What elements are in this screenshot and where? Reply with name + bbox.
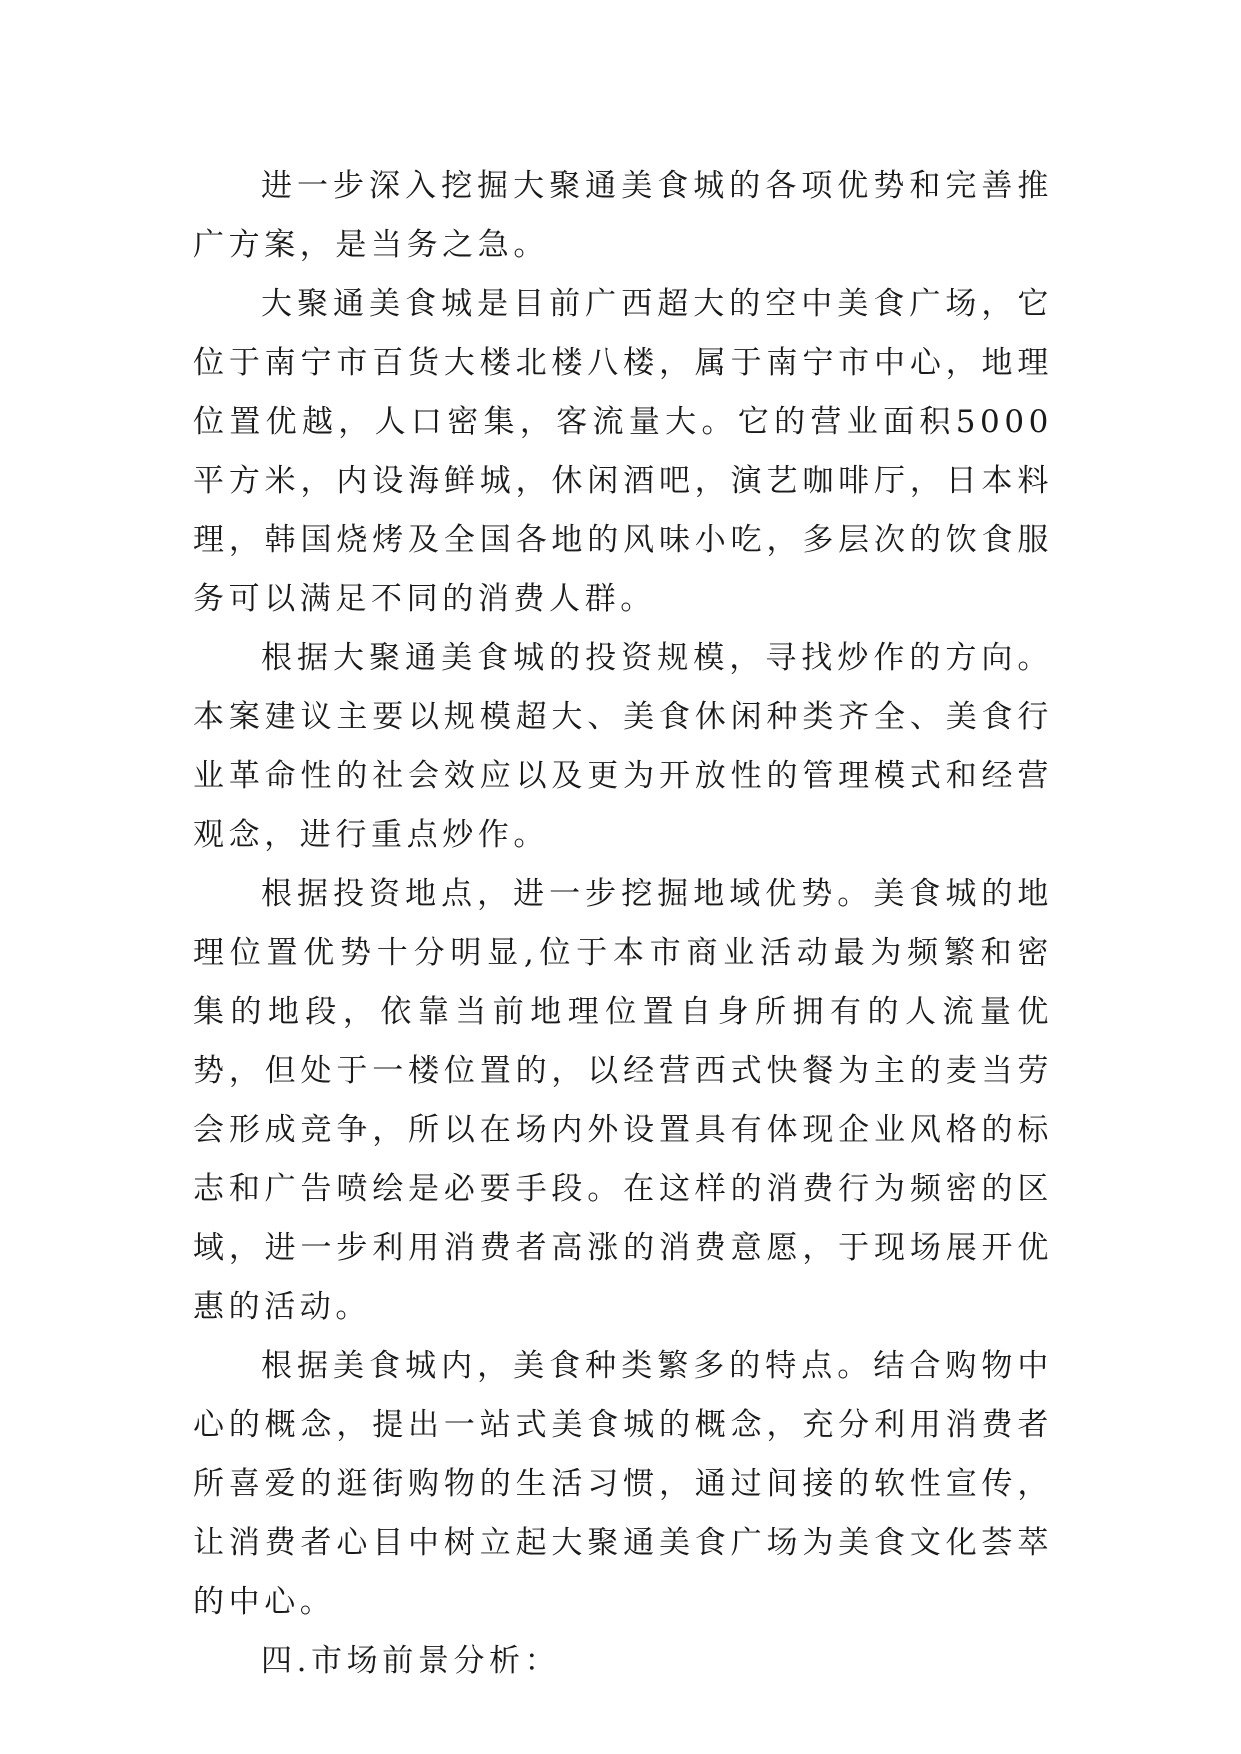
paragraph-location-advantage: 根据投资地点，进一步挖掘地域优势。美食城的地理位置优势十分明显,位于本市商业活动最为频繁和密集的地段，依靠当前地理位置自身所拥有的人流量优势，但处于一楼位置的，以经营西式快餐为主的麦当劳会形成竞争，所以在场内外设置具有体现企业风格的标志和广告喷绘是必要手段。在这样的消费行为频密的区域，进一步利用消费者高涨的消费意愿，于现场展开优惠的活动。 xyxy=(193,876,1053,1325)
paragraph-overview: 大聚通美食城是目前广西超大的空中美食广场，它位于南宁市百货大楼北楼八楼，属于南宁市中心，地理位置优越，人口密集，客流量大。它的营业面积5000平方米，内设海鲜城，休闲酒吧，演艺咖啡厅，日本料理，韩国烧烤及全国各地的风味小吃，多层次的饮食服务可以满足不同的消费人群。 xyxy=(193,286,1053,617)
document-body xyxy=(193,157,1053,1691)
paragraph-food-variety: 根据美食城内，美食种类繁多的特点。结合购物中心的概念，提出一站式美食城的概念，充分利用消费者所喜爱的逛街购物的生活习惯，通过间接的软性宣传，让消费者心目中树立起大聚通美食广场为美食文化荟萃的中心。 xyxy=(193,1348,1053,1620)
paragraph-investment-scale: 根据大聚通美食城的投资规模，寻找炒作的方向。本案建议主要以规模超大、美食休闲种类齐全、美食行业革命性的社会效应以及更为开放性的管理模式和经营观念，进行重点炒作。 xyxy=(193,640,1053,853)
paragraph-urgency: 进一步深入挖掘大聚通美食城的各项优势和完善推广方案，是当务之急。 xyxy=(193,168,1053,263)
section-heading-market-outlook: 四.市场前景分析： xyxy=(261,1643,561,1679)
